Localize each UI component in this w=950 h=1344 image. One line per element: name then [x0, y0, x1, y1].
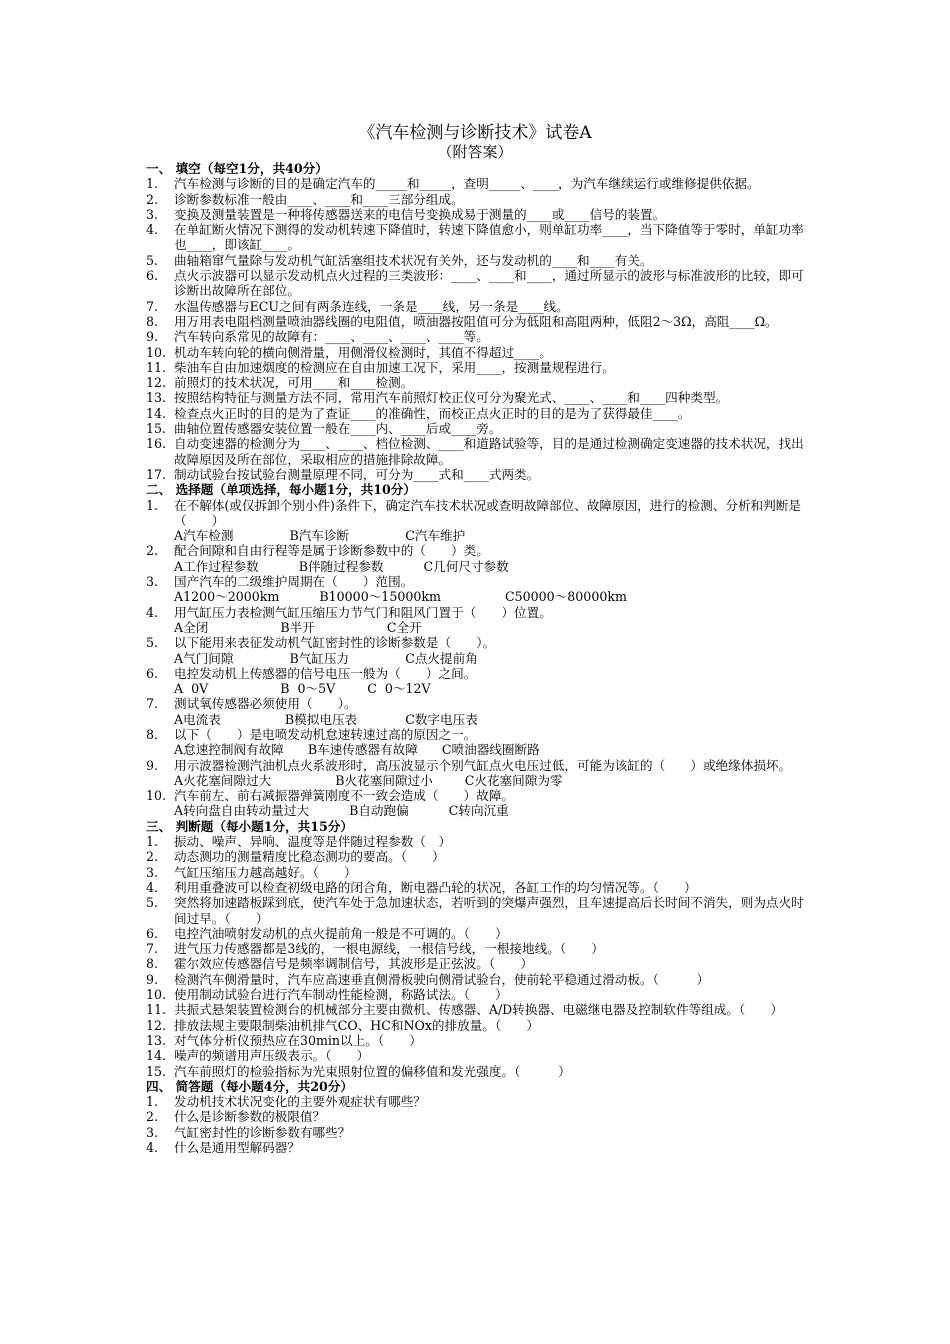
question-item [146, 788, 810, 803]
question-item [146, 1064, 810, 1079]
question-item [146, 360, 810, 375]
question-item [146, 926, 810, 941]
question-item [146, 345, 810, 360]
question-text: 国产汽车的二级维护周期在（ ）范围。 [174, 574, 414, 590]
question-text: 动态测功的测量精度比稳态测功的要高。（ ） [174, 849, 445, 865]
question-item [146, 574, 810, 589]
question-item [146, 1125, 810, 1140]
question-text: 汽车转向系常见的故障有：____、____、____、____等。 [174, 329, 489, 345]
question-number: 4. [146, 1140, 159, 1155]
question-number: 11. [146, 359, 167, 375]
question-number: 1. [146, 497, 159, 513]
question-number: 3. [146, 864, 159, 880]
answer-options: A汽车检测 B汽车诊断 C汽车维护 [174, 528, 466, 544]
question-number: 10. [146, 987, 167, 1003]
question-number: 5. [146, 635, 159, 651]
question-number: 7. [146, 941, 159, 957]
question-item [146, 222, 810, 253]
question-text: 曲轴位置传感器安装位置一般在____内、____后或____旁。 [174, 421, 502, 437]
answer-options: A怠速控制阀有故障 B车速传感器有故障 C喷油器线圈断路 [174, 742, 540, 758]
question-number: 2. [146, 1109, 159, 1125]
question-text: 气缸压缩压力越高越好。（ ） [174, 864, 357, 880]
question-item [146, 758, 810, 773]
section-heading: 三、 判断题（每小题1分，共15分） [146, 818, 353, 834]
question-number: 9. [146, 329, 159, 345]
question-text: 振动、噪声、异响、温度等是伴随过程参数（ ） [174, 834, 452, 850]
question-item [146, 299, 810, 314]
question-number: 2. [146, 191, 159, 207]
question-item [146, 987, 810, 1002]
answer-options: A全闭 B半开 C全开 [174, 619, 422, 635]
question-item [146, 207, 810, 222]
question-text: 在单缸断火情况下测得的发动机转速下降值时，转速下降值愈小，则单缸功率____，当下降值等于零时，单缸功率也____，即该缸____。 [174, 222, 804, 253]
question-item [146, 1109, 810, 1124]
question-text: 汽车前照灯的检验指标为光束照射位置的偏移值和发光强度。（ ） [174, 1063, 571, 1079]
question-text: 排放法规主要限制柴油机排气CO、HC和NOx的排放量。（ ） [174, 1017, 539, 1033]
page-title: 《汽车检测与诊断技术》试卷A [358, 123, 592, 143]
question-text: 变换及测量装置是一种将传感器送来的电信号变换成易于测量的____或____信号的装置。 [174, 206, 666, 222]
question-text: 用万用表电阻档测量喷油器线圈的电阻值，喷油器按阻值可分为低阻和高阻两种，低阻2～3Ω，高阻____Ω。 [174, 313, 778, 329]
question-item [146, 666, 810, 681]
question-item [146, 865, 810, 880]
question-number: 10. [146, 788, 167, 804]
question-number: 14. [146, 405, 167, 421]
question-text: 什么是通用型解码器？ [174, 1140, 300, 1155]
question-number: 6. [146, 268, 159, 284]
question-number: 17. [146, 466, 167, 482]
question-text: 水温传感器与ECU之间有两条连线，一条是____线，另一条是____线。 [174, 298, 569, 314]
question-text: 对气体分析仪预热应在30min以上。（ ） [174, 1032, 422, 1048]
question-item [146, 421, 810, 436]
page-subtitle: （附答案） [437, 143, 513, 161]
question-text: 利用重叠波可以检查初级电路的闭合角，断电器凸轮的状况，各缸工作的均匀情况等。（ ） [174, 879, 697, 895]
question-item [146, 1033, 810, 1048]
question-item [146, 635, 810, 650]
question-number: 15. [146, 421, 167, 437]
question-text: 噪声的频谱用声压级表示。（ ） [174, 1048, 370, 1064]
question-item [146, 314, 810, 329]
question-item [146, 895, 810, 926]
question-item [146, 1048, 810, 1063]
question-number: 3. [146, 206, 159, 222]
question-item [146, 543, 810, 558]
question-item [146, 467, 810, 482]
question-number: 7. [146, 298, 159, 314]
question-text: 发动机技术状况变化的主要外观症状有哪些？ [174, 1094, 426, 1110]
question-number: 3. [146, 574, 159, 590]
question-text: 电控发动机上传感器的信号电压一般为（ ）之间。 [174, 665, 477, 681]
question-number: 5. [146, 895, 159, 911]
question-number: 8. [146, 956, 159, 972]
question-number: 14. [146, 1048, 167, 1064]
question-number: 7. [146, 696, 159, 712]
answer-options: A火花塞间隙过大 B火花塞间隙过小 C火花塞间隙为零 [174, 772, 563, 788]
question-number: 6. [146, 665, 159, 681]
question-number: 13. [146, 390, 167, 406]
question-item [146, 375, 810, 390]
question-number: 9. [146, 757, 159, 773]
question-item [146, 268, 810, 299]
question-number: 16. [146, 436, 167, 452]
question-item [146, 406, 810, 421]
question-item [146, 498, 810, 529]
question-text: 检测汽车侧滑量时，汽车应高速垂直侧滑板驶向侧滑试验台，使前轮平稳通过滑动板。（ ） [174, 971, 710, 987]
question-item [146, 727, 810, 742]
question-item [146, 849, 810, 864]
question-text: 柴油车自由加速烟度的检测应在自由加速工况下，采用____，按测量规程进行。 [174, 359, 615, 375]
answer-options: A 0V B 0～5V C 0～12V [174, 681, 431, 697]
question-item [146, 390, 810, 405]
answer-options: A电流表 B模拟电压表 C数字电压表 [174, 711, 478, 727]
question-number: 2. [146, 849, 159, 865]
question-item [146, 880, 810, 895]
question-number: 4. [146, 222, 159, 238]
question-item [146, 436, 810, 467]
question-text: 电控汽油喷射发动机的点火提前角一般是不可调的。（ ） [174, 925, 508, 941]
answer-options: A气门间隙 B气缸压力 C点火提前角 [174, 650, 478, 666]
question-text: 以下（ ）是电喷发动机怠速转速过高的原因之一。 [174, 726, 477, 742]
question-number: 12. [146, 375, 167, 391]
question-text: 汽车检测与诊断的目的是确定汽车的_____和_____，查明_____、____，为汽车继续运行或维修提供依据。 [174, 176, 760, 192]
question-item [146, 1002, 810, 1017]
question-text: 测试氧传感器必须使用（ ）。 [174, 696, 357, 712]
question-text: 什么是诊断参数的极限值？ [174, 1109, 326, 1125]
question-text: 制动试验台按试验台测量原理不同，可分为____式和____式两类。 [174, 466, 540, 482]
question-item [146, 834, 810, 849]
question-text: 点火示波器可以显示发动机点火过程的三类波形：____、____和____，通过所显示的波形与标准波形的比较，即可诊断出故障所在部位。 [174, 268, 804, 299]
question-item [146, 1094, 810, 1109]
question-item [146, 956, 810, 971]
question-text: 在不解体(或仅拆卸个别小件)条件下，确定汽车技术状况或查明故障部位、故障原因，进行的检测、分析和判断是（ ） [174, 497, 801, 528]
question-number: 2. [146, 543, 159, 559]
question-item [146, 329, 810, 344]
question-text: 以下能用来表征发动机气缸密封性的诊断参数是（ ）。 [174, 635, 496, 651]
question-number: 1. [146, 834, 159, 850]
question-number: 8. [146, 726, 159, 742]
question-text: 用气缸压力表检测气缸压缩压力节气门和阻风门置于（ ）位置。 [174, 604, 552, 620]
question-number: 12. [146, 1017, 167, 1033]
question-item [146, 192, 810, 207]
question-number: 8. [146, 313, 159, 329]
question-number: 4. [146, 879, 159, 895]
section-heading: 四、 简答题（每小题4分，共20分） [146, 1078, 353, 1094]
question-text: 气缸密封性的诊断参数有哪些？ [174, 1124, 351, 1140]
question-text: 自动变速器的检测分为____、____、档位检测、____和道路试验等，目的是通过检测确定变速器的技术状况，找出故障原因及所在部位，采取相应的措施排除故障。 [174, 436, 804, 467]
question-text: 配合间隙和自由行程等是属于诊断参数中的（ ）类。 [174, 543, 489, 559]
question-number: 13. [146, 1032, 167, 1048]
question-number: 11. [146, 1002, 167, 1018]
question-text: 前照灯的技术状况，可用____和____检测。 [174, 375, 414, 391]
question-text: 用示波器检测汽油机点火系波形时，高压波显示个别气缸点火电压过低，可能为该缸的（ ）或绝缘体损坏。 [174, 757, 792, 773]
question-item [146, 1140, 810, 1155]
question-number: 4. [146, 604, 159, 620]
answer-options: A工作过程参数 B伴随过程参数 C几何尺寸参数 [174, 558, 509, 574]
question-item [146, 1018, 810, 1033]
question-number: 1. [146, 176, 159, 192]
question-number: 6. [146, 925, 159, 941]
exam-body [146, 161, 810, 1155]
question-number: 10. [146, 344, 167, 360]
question-text: 检查点火正时的目的是为了查证____的准确性，而校正点火正时的目的是为了获得最佳____。 [174, 405, 691, 421]
question-text: 进气压力传感器都是3线的，一根电源线，一根信号线，一根接地线。（ ） [174, 941, 604, 957]
question-item [146, 972, 810, 987]
question-text: 曲轴箱窜气量除与发动机气缸活塞组技术状况有关外，还与发动机的____和____有关。 [174, 252, 653, 268]
question-item [146, 176, 810, 191]
question-text: 汽车前左、前右减振器弹簧刚度不一致会造成（ ）故障。 [174, 788, 515, 804]
question-text: 机动车转向轮的横向侧滑量，用侧滑仪检测时，其值不得超过____。 [174, 344, 552, 360]
question-number: 1. [146, 1094, 159, 1110]
question-text: 诊断参数标准一般由____、____和____三部分组成。 [174, 191, 464, 207]
question-item [146, 941, 810, 956]
question-text: 突然将加速踏板踩到底，使汽车处于急加速状态，若听到的突爆声强烈，且车速提高后长时间不消失，则为点火时间过早。（ ） [174, 895, 804, 926]
question-number: 15. [146, 1063, 167, 1079]
section-heading: 二、 选择题（单项选择，每小题1分，共10分） [146, 482, 416, 498]
answer-options: A1200～2000km B10000～15000km C50000～80000km [174, 589, 627, 605]
question-item [146, 696, 810, 711]
question-item [146, 605, 810, 620]
question-text: 按照结构特征与测量方法不同，常用汽车前照灯校正仪可分为聚光式、____、____和____四种类型。 [174, 390, 729, 406]
question-item [146, 253, 810, 268]
question-number: 9. [146, 971, 159, 987]
question-text: 霍尔效应传感器信号是频率调制信号，其波形是正弦波。（ ） [174, 956, 533, 972]
question-number: 3. [146, 1124, 159, 1140]
question-number: 5. [146, 252, 159, 268]
answer-options: A转向盘自由转动量过大 B自动跑偏 C转向沉重 [174, 803, 509, 819]
section-heading: 一、 填空（每空1分，共40分） [146, 161, 328, 176]
question-text: 共振式悬架装置检测台的机械部分主要由微机、传感器、A/D转换器、电磁继电器及控制软件等组成。（ ） [174, 1002, 784, 1018]
question-text: 使用制动试验台进行汽车制动性能检测，称路试法。（ ） [174, 987, 508, 1003]
